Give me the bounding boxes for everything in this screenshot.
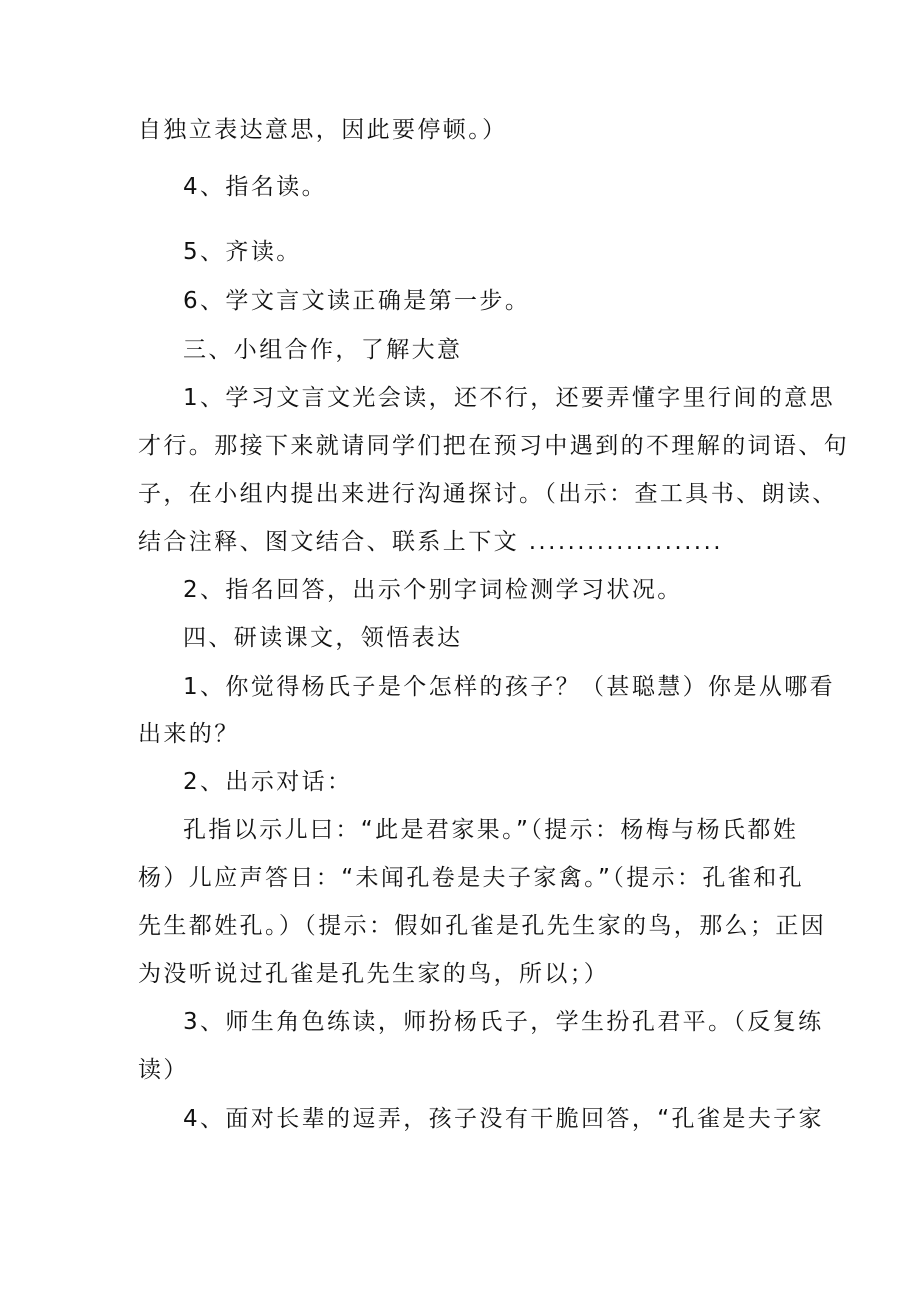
text-line: 1、学习文言文光会读，还不行，还要弄懂字里行间的意思 (183, 385, 836, 411)
text-line: 读） (138, 1057, 189, 1083)
text-line: 为没听说过孔雀是孔先生家的鸟，所以；） (138, 961, 610, 987)
section-heading: 三、小组合作，了解大意 (183, 337, 463, 363)
text-line: 1、你觉得杨氏子是个怎样的孩子？（甚聪慧）你是从哪看 (183, 674, 836, 700)
section-heading: 四、研读课文，领悟表达 (183, 625, 463, 651)
text-line: 自独立表达意思，因此要停顿。） (138, 117, 508, 143)
text-line: 杨）儿应声答日：“未闻孔卷是夫子家禽。”（提示：孔雀和孔 (138, 865, 805, 891)
text-line: 子，在小组内提出来进行沟通探讨。（出示：查工具书、朗读、 (138, 481, 838, 507)
text-line: 3、师生角色练读，师扮杨氏子，学生扮孔君平。（反复练 (183, 1009, 824, 1035)
text-line: 才行。那接下来就请同学们把在预习中遇到的不理解的词语、句 (138, 433, 850, 459)
text-line: 2、出示对话： (183, 769, 353, 795)
text-line: 出来的？ (138, 721, 240, 747)
text-line: 先生都姓孔。）（提示：假如孔雀是孔先生家的鸟，那么；正因 (138, 913, 827, 939)
text-line: 4、面对长辈的逗弄，孩子没有干脆回答，“孔雀是夫子家 (183, 1106, 824, 1132)
text-line: 4、指名读。 (183, 174, 328, 200)
text-line: 孔指以示儿曰：“此是君家果。”（提示：杨梅与杨氏都姓 (183, 817, 799, 843)
text-line: 5、齐读。 (183, 239, 302, 265)
text-line: 结合注释、图文结合、联系上下文 .................... (138, 529, 723, 555)
text-line: 6、学文言文读正确是第一步。 (183, 288, 531, 314)
text-line: 2、指名回答，出示个别字词检测学习状况。 (183, 577, 683, 603)
